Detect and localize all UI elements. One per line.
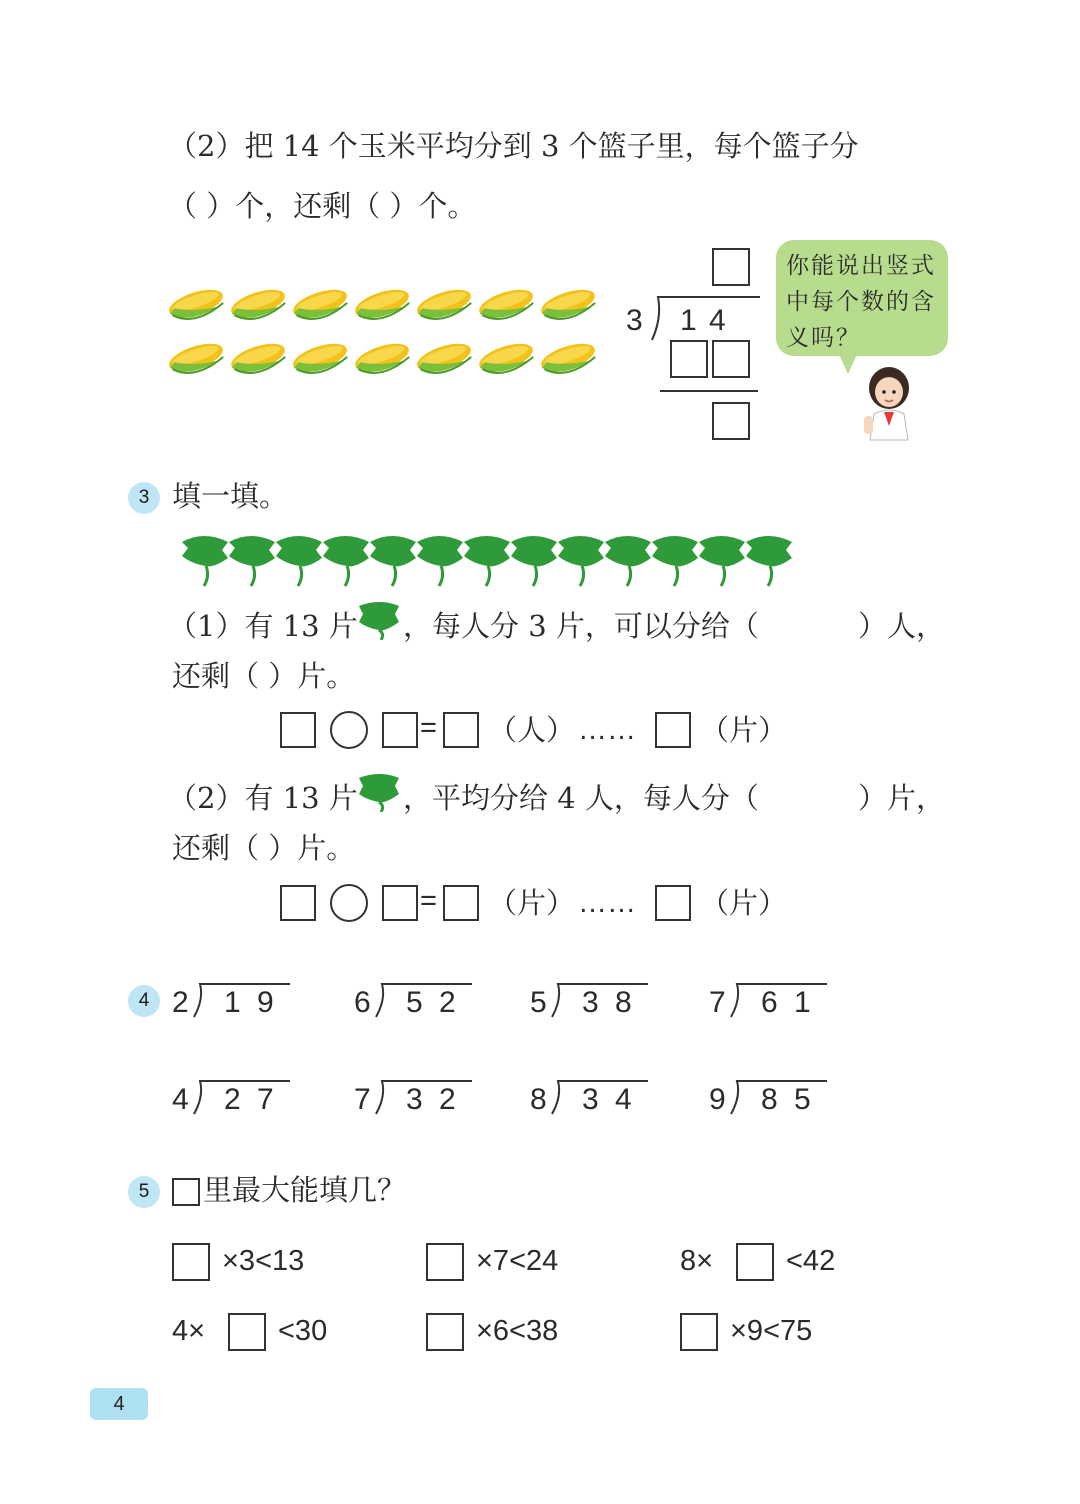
corn-icon — [166, 338, 227, 379]
division-dividend: 2 7 — [224, 1083, 278, 1116]
division-dividend: 1 4 — [680, 304, 728, 337]
ginkgo-leaf-icon — [182, 536, 228, 586]
inequality-suffix: ×6<38 — [476, 1315, 559, 1347]
ginkgo-leaf-icon — [699, 536, 745, 586]
part1-text-a: （1）有 13 片 — [168, 609, 358, 643]
corn-icon — [290, 285, 351, 325]
inequality-suffix: <42 — [786, 1245, 836, 1277]
division-dividend: 3 8 — [582, 986, 636, 1019]
division-divisor: 2 — [172, 986, 189, 1019]
answer-box[interactable] — [280, 885, 316, 921]
hint-line-2: 中每个数的含 — [786, 289, 936, 315]
question-number-badge: 5 — [128, 1176, 160, 1208]
answer-box[interactable] — [172, 1243, 210, 1281]
corn-icon — [476, 285, 537, 325]
inequality-suffix: ×3<13 — [222, 1245, 305, 1277]
ginkgo-leaf-icon — [558, 536, 604, 586]
inequality-suffix: ×9<75 — [730, 1315, 813, 1347]
division-dividend: 5 2 — [406, 986, 460, 1019]
ginkgo-leaf-icon — [652, 536, 698, 586]
part1-text-c: ）人， — [858, 609, 946, 643]
ginkgo-leaf-icon — [355, 600, 403, 640]
part2-text-c: ）片， — [858, 781, 946, 815]
division-divisor: 6 — [354, 986, 371, 1019]
division-divisor: 4 — [172, 1083, 189, 1116]
question-title: 填一填。 — [172, 479, 289, 513]
unit-label: （片） — [700, 713, 788, 747]
division-divisor: 5 — [530, 986, 547, 1019]
corn-group — [165, 285, 610, 390]
ginkgo-leaf-icon — [370, 536, 416, 586]
division-dividend: 1 9 — [224, 986, 278, 1019]
equals-sign: = — [420, 712, 437, 744]
corn-icon — [414, 285, 475, 325]
answer-box[interactable] — [655, 712, 691, 748]
part2-line2: 还剩（ ）片。 — [172, 831, 356, 865]
ginkgo-leaf-row — [180, 532, 795, 592]
unit-label: （人） — [488, 713, 576, 747]
question-number-badge: 4 — [128, 985, 160, 1017]
question-number-badge: 3 — [128, 482, 160, 514]
student-girl-icon — [856, 362, 922, 442]
corn-icon — [290, 338, 351, 379]
ginkgo-leaf-icon — [605, 536, 651, 586]
product-box-ones[interactable] — [712, 340, 750, 378]
answer-box[interactable] — [426, 1243, 464, 1281]
division-divisor: 3 — [626, 304, 643, 337]
corn-icon — [228, 338, 289, 379]
operator-circle[interactable] — [330, 884, 368, 922]
division-dividend: 8 5 — [761, 1083, 815, 1116]
division-divisor: 8 — [530, 1083, 547, 1116]
corn-icon — [352, 338, 413, 379]
answer-box[interactable] — [443, 885, 479, 921]
question-text-line2: （ ）个，还剩（ ）个。 — [168, 189, 477, 223]
question-title: 里最大能填几？ — [203, 1173, 407, 1207]
page-number: 4 — [90, 1388, 148, 1420]
ginkgo-leaf-icon — [417, 536, 463, 586]
quotient-box[interactable] — [712, 248, 750, 286]
answer-box[interactable] — [443, 712, 479, 748]
remainder-box[interactable] — [712, 402, 750, 440]
ellipsis: …… — [578, 887, 636, 919]
corn-icon — [414, 338, 475, 379]
corn-icon — [538, 285, 599, 325]
equals-sign: = — [420, 885, 437, 917]
part1-line2: 还剩（ ）片。 — [172, 659, 356, 693]
part2-text-b: ，平均分给 4 人，每人分（ — [403, 781, 759, 815]
division-divisor: 7 — [354, 1083, 371, 1116]
ginkgo-leaf-icon — [276, 536, 322, 586]
ginkgo-leaf-icon — [746, 536, 792, 586]
part2-text-a: （2）有 13 片 — [168, 781, 358, 815]
answer-box[interactable] — [680, 1313, 718, 1351]
corn-icon — [228, 285, 289, 325]
part1-text-b: ，每人分 3 片，可以分给（ — [403, 609, 759, 643]
corn-icon — [538, 338, 599, 379]
division-dividend: 3 2 — [406, 1083, 460, 1116]
ginkgo-leaf-icon — [511, 536, 557, 586]
corn-icon — [352, 285, 413, 325]
corn-icon — [476, 338, 537, 379]
hint-bubble-tail — [838, 352, 858, 374]
answer-box[interactable] — [382, 885, 418, 921]
subtraction-line — [660, 390, 758, 392]
inequality-prefix: 4× — [172, 1315, 206, 1347]
inequality-suffix: ×7<24 — [476, 1245, 559, 1277]
ginkgo-leaf-icon — [323, 536, 369, 586]
inequality-prefix: 8× — [680, 1245, 714, 1277]
ginkgo-leaf-icon — [464, 536, 510, 586]
division-divisor: 9 — [709, 1083, 726, 1116]
division-divisor: 7 — [709, 986, 726, 1019]
product-box-tens[interactable] — [670, 340, 708, 378]
ginkgo-leaf-icon — [355, 772, 403, 812]
division-dividend: 6 1 — [761, 986, 815, 1019]
answer-box[interactable] — [382, 712, 418, 748]
division-dividend: 3 4 — [582, 1083, 636, 1116]
inequality-suffix: <30 — [278, 1315, 328, 1347]
question-text-line1: （2）把 14 个玉米平均分到 3 个篮子里，每个篮子分 — [168, 129, 859, 163]
hint-line-1: 你能说出竖式 — [786, 253, 936, 279]
unit-label: （片） — [700, 886, 788, 920]
hint-bubble — [776, 240, 948, 356]
answer-box[interactable] — [280, 712, 316, 748]
answer-box[interactable] — [426, 1313, 464, 1351]
unit-label: （片） — [488, 886, 576, 920]
answer-box[interactable] — [655, 885, 691, 921]
answer-box[interactable] — [736, 1243, 774, 1281]
answer-box[interactable] — [228, 1313, 266, 1351]
ginkgo-leaf-icon — [229, 536, 275, 586]
corn-icon — [166, 285, 227, 325]
ellipsis: …… — [578, 714, 636, 746]
box-symbol — [172, 1178, 200, 1206]
hint-line-3: 义吗？ — [786, 325, 861, 351]
operator-circle[interactable] — [330, 711, 368, 749]
